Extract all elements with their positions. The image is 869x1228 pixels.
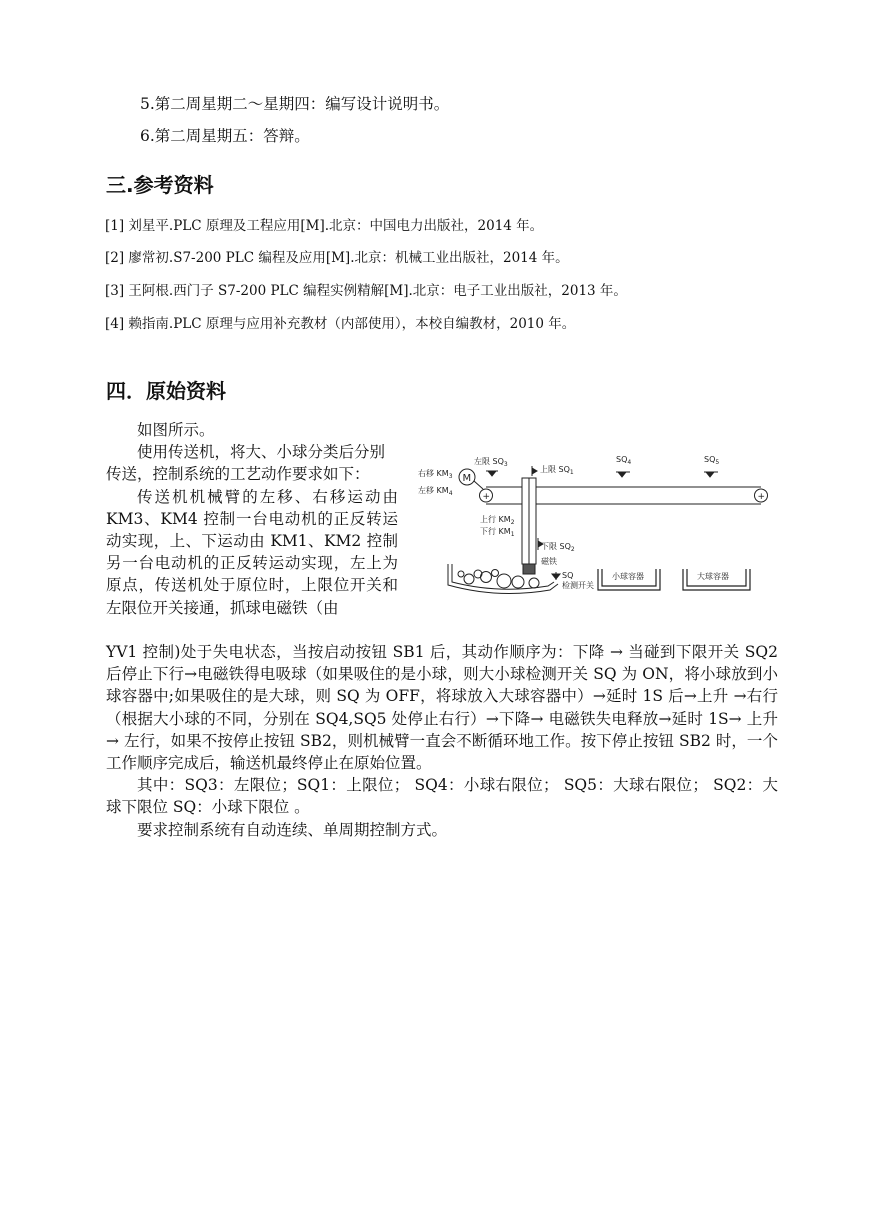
conveyor-diagram: [408, 448, 793, 600]
paragraph-usage: 使用传送机，将大、小球分类后分别传送，控制系统的工艺动作要求如下：: [106, 443, 386, 484]
motor-icon: [459, 469, 483, 489]
reference-2: [2] 廖常初.S7-200 PLC 编程及应用[M].北京：机械工业出版社，2014 年。: [105, 250, 569, 266]
schedule-item-6: 6.第二周星期五：答辩。: [140, 127, 310, 145]
svg-text:M: M: [462, 473, 472, 484]
mechanical-arm: [522, 478, 536, 574]
label-up: 上行 $KM_2$: [480, 515, 515, 526]
ball-detect-switch-icon: [552, 572, 560, 580]
label-big-ball-container: 大球容器: [697, 572, 729, 581]
label-small-ball-container: 小球容器: [612, 572, 644, 581]
svg-text:+: +: [757, 492, 766, 502]
label-sq4: $SQ_4$: [616, 455, 632, 466]
sq5-switch-icon: [704, 472, 718, 477]
label-down: 下行 $KM_1$: [480, 527, 515, 538]
reference-3: [3] 王阿根.西门子 S7-200 PLC 编程实例精解[M].北京：电子工业出版社，2013 年。: [105, 283, 627, 299]
label-upper-limit: 上限 $SQ_1$: [540, 465, 574, 476]
label-sq: SQ: [562, 571, 574, 580]
label-detect-switch: 检测开关: [562, 581, 594, 590]
section-4-intro: [106, 419, 398, 619]
reference-4: [4] 赖指南.PLC 原理与应用补充教材（内部使用），本校自编教材，2010 年。: [105, 316, 576, 332]
paragraph-operation-part2: YV1 控制)处于失电状态，当按启动按钮 SB1 后，其动作顺序为：下降 → 当碰到下限开关 SQ2 后停止下行→电磁铁得电吸球（如果吸住的是小球，则大小球检测开关 SQ 为 ON，将小球放到小球容器中;如果吸住的是大球，则 SQ 为 OFF，将球放入大球容器中）→延时 1S 后→上升 →右行（根据大小球的不同，分别在 SQ4,SQ5 处停止右行）→下降→ 电磁铁失电释放→延时 1S→ 上升 → 左行，如果不按停止按钮 SB2，则机械臂一直会不断循环地工作。按下停止按钮 SB2 时，一个工作顺序完成后，输送机最终停止在原始位置。: [106, 643, 778, 773]
section-4-body: [106, 641, 778, 841]
paragraph-requirement: 要求控制系统有自动连续、单周期控制方式。: [137, 820, 448, 839]
section-4-heading: 四．原始资料: [106, 379, 226, 403]
label-left-limit: 左限 $SQ_3$: [474, 457, 508, 468]
label-sq5: $SQ_5$: [704, 455, 720, 466]
schedule-item-5: 5.第二周星期二～星期四：编写设计说明书。: [140, 95, 450, 113]
left-limit-switch-icon: [486, 471, 498, 476]
svg-text:+: +: [482, 492, 491, 502]
section-3-heading: 三.参考资料: [106, 173, 214, 197]
paragraph-see-figure: 如图所示。: [137, 421, 215, 439]
label-left-move: 左移 $KM_4$: [418, 486, 453, 497]
label-right-move: 右移 $KM_3$: [418, 469, 453, 480]
label-lower-limit: 下限 $SQ_2$: [541, 542, 575, 553]
paragraph-operation-part1: 传送机机械臂的左移、右移运动由KM3、KM4 控制一台电动机的正反转运动实现，上、下运动由 KM1、KM2 控制另一台电动机的正反转运动实现，左上为原点，传送机处于原位时，上限位开关和左限位开关接通，抓球电磁铁（由: [106, 487, 398, 617]
sq4-switch-icon: [616, 472, 630, 477]
label-magnet: 磁铁: [541, 557, 557, 566]
paragraph-switch-list: 其中：SQ3：左限位；SQ1：上限位； SQ4：小球右限位； SQ5：大球右限位； SQ2：大球下限位 SQ：小球下限位 。: [106, 776, 778, 817]
upper-limit-switch-icon: [532, 466, 537, 476]
reference-1: [1] 刘星平.PLC 原理及工程应用[M].北京：中国电力出版社，2014 年。: [105, 218, 544, 234]
ball-tray: [448, 564, 558, 594]
